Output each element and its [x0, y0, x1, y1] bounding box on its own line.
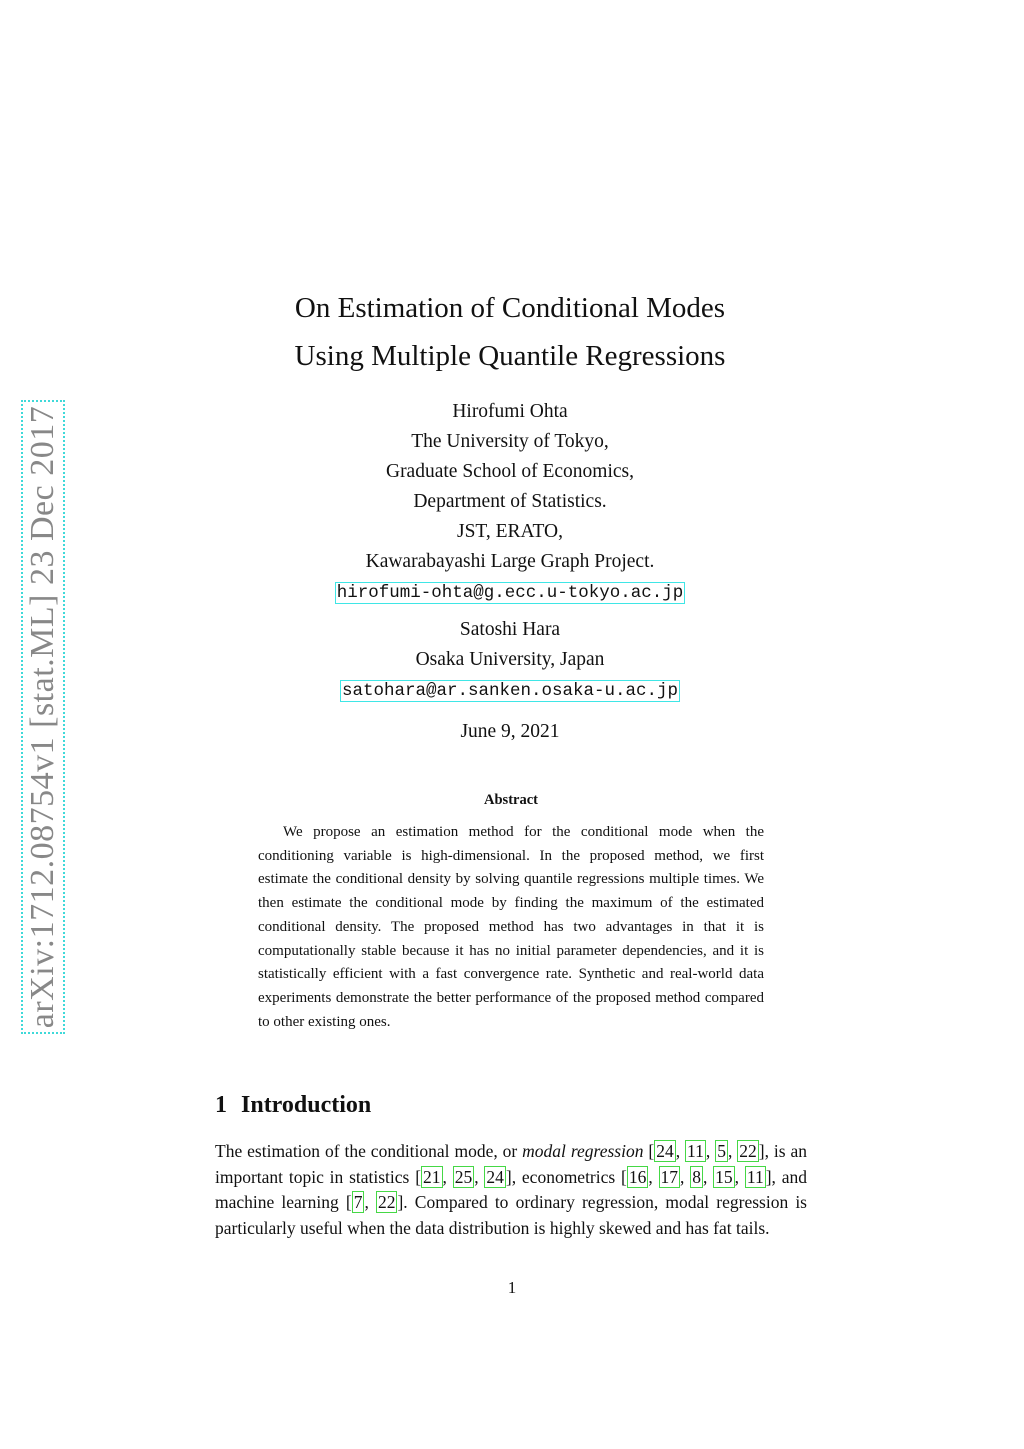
citation-link[interactable]: 22: [739, 1141, 757, 1161]
abstract-heading: Abstract: [484, 792, 538, 808]
citation-link[interactable]: 17: [660, 1166, 679, 1187]
citation-link[interactable]: 24: [486, 1166, 504, 1187]
title-line-2: Using Multiple Quantile Regressions: [294, 340, 726, 372]
author-1-affiliation-1: The University of Tokyo,: [411, 431, 609, 452]
title-line-1: On Estimation of Conditional Modes: [294, 292, 726, 324]
section-number: 1: [215, 1092, 227, 1118]
intro-italic-term: modal regression: [522, 1141, 644, 1161]
citation-link[interactable]: 15: [715, 1166, 733, 1187]
author-1-affiliation-4: JST, ERATO,: [456, 521, 563, 542]
section-title: Introduction: [241, 1092, 372, 1118]
author-2-affiliation: Osaka University, Japan: [415, 649, 605, 670]
paper-date: June 9, 2021: [460, 721, 560, 742]
section-heading: [215, 1092, 371, 1119]
intro-text-1: The estimation of the conditional mode, or: [215, 1141, 523, 1161]
intro-text-2: , is an important topic in statistics: [215, 1141, 808, 1187]
paper-title: [160, 284, 860, 380]
author-1-affiliation-3: Department of Statistics.: [413, 491, 607, 512]
citation-link[interactable]: 5: [717, 1141, 726, 1161]
citation-link[interactable]: 11: [687, 1141, 704, 1161]
citation-link[interactable]: 7: [353, 1192, 363, 1213]
citation-link[interactable]: 22: [377, 1192, 396, 1213]
author-1-affiliation-5: Kawarabayashi Large Graph Project.: [365, 551, 655, 572]
author-1: [260, 397, 760, 607]
arxiv-identifier: arXiv:1712.08754v1 [stat.ML] 23 Dec 2017: [24, 405, 61, 1029]
author-2: [260, 615, 760, 705]
author-1-name: Hirofumi Ohta: [452, 401, 568, 422]
page-number: 1: [507, 1278, 517, 1297]
arxiv-stamp[interactable]: [21, 400, 65, 1034]
citation-link[interactable]: 8: [692, 1166, 701, 1187]
intro-text-3: , econometrics: [511, 1166, 622, 1187]
citation-link[interactable]: 25: [454, 1166, 473, 1187]
citation-link[interactable]: 24: [656, 1141, 674, 1161]
author-2-email-link[interactable]: satohara@ar.sanken.osaka-u.ac.jp: [341, 681, 679, 701]
author-2-name: Satoshi Hara: [459, 619, 561, 640]
abstract-text: We propose an estimation method for the conditional mode when the conditioning variable is high-dimensional. In the proposed method, we first estimate the conditional density by solving quantile regressions multiple times. We then estimate the conditional mode by finding the maximum of the estimated conditional density. The proposed method has two advantages in that it is computationally stable because it has no initial parameter dependencies, and it is statistically efficient with a fast convergence rate. Synthetic and real-world data experiments demonstrate the better performance of the proposed method compared to other existing ones.: [258, 824, 764, 1030]
intro-text-5: . Compared to ordinary regression, modal regression is particularly useful when the data distribution is highly skewed and has fat tails.: [215, 1192, 807, 1239]
intro-text-4: , and machine learning: [215, 1166, 807, 1213]
author-block: [260, 397, 760, 747]
author-1-affiliation-2: Graduate School of Economics,: [385, 461, 634, 482]
citation-link[interactable]: 21: [423, 1166, 441, 1187]
citation-link[interactable]: 11: [746, 1166, 764, 1187]
intro-paragraph: The estimation of the conditional mode, or modal regression [ 24 , 11 , 5 , 22 ], is an important topic in statistics [ 21 , 25 , 24 ], econometrics [ 16 , 17 , 8 , 15 , 11 ], and machine learning [ 7 , 22 ]. Compared to ordinary regression, modal regression is particularly useful when the data distribution is highly skewed and has fat tails.: [215, 1141, 808, 1239]
author-1-email-link[interactable]: hirofumi-ohta@g.ecc.u-tokyo.ac.jp: [336, 583, 684, 603]
citation-link[interactable]: 16: [628, 1166, 647, 1187]
